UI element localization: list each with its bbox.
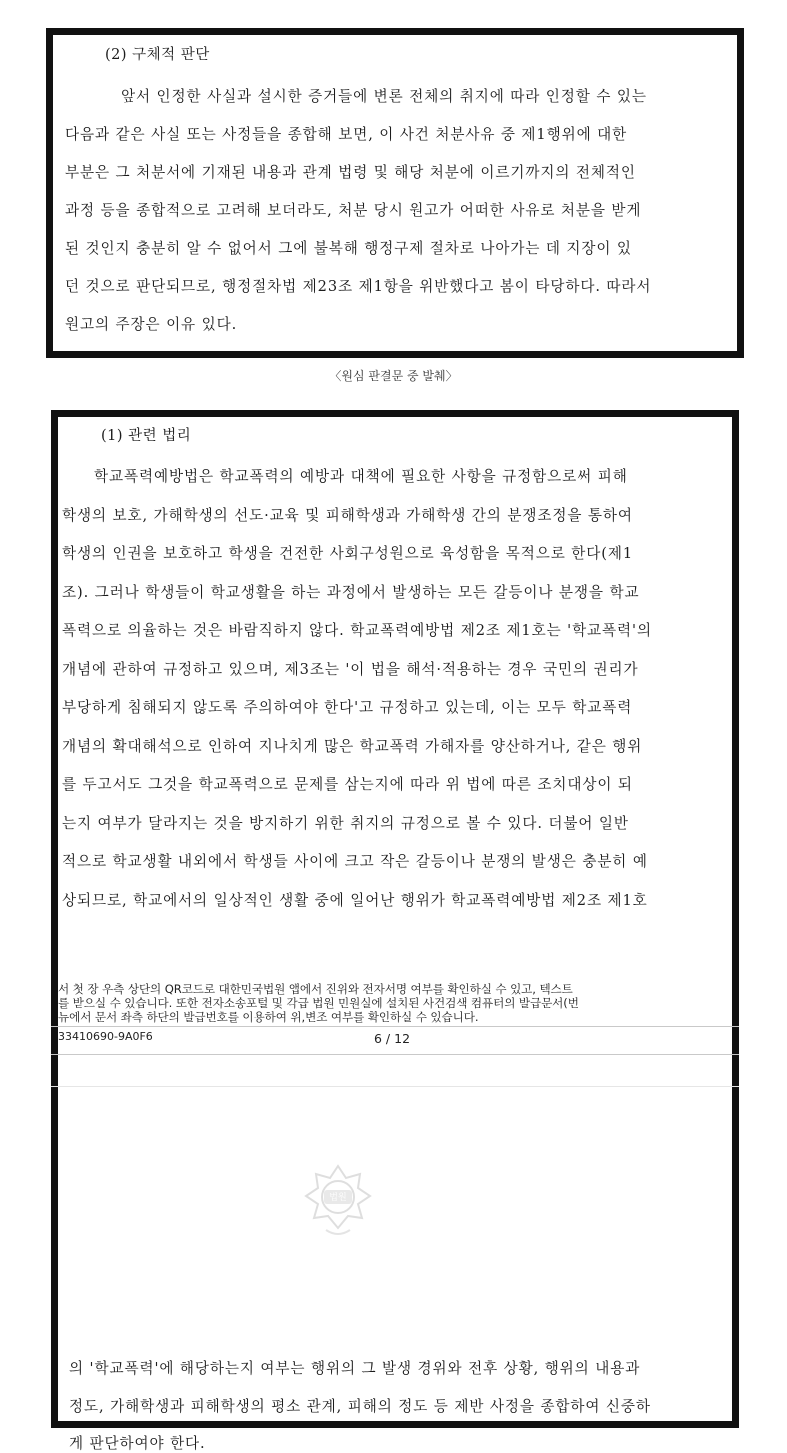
paragraph-line: 정도, 가해학생과 피해학생의 평소 관계, 피해의 정도 등 제반 사정을 종합하여 신중하: [69, 1398, 651, 1415]
paragraph-line: 는지 여부가 달라지는 것을 방지하기 위한 취지의 규정으로 볼 수 있다. 더불어 일반: [62, 815, 629, 832]
verification-note-line: 서 첫 장 우측 상단의 QR코드로 대한민국법원 앱에서 진위와 전자서명 여부를 확인하실 수 있고, 텍스트: [58, 982, 573, 996]
paragraph-line: 학교폭력예방법은 학교폭력의 예방과 대책에 필요한 사항을 규정함으로써 피해: [94, 468, 628, 485]
paragraph-line: 된 것인지 충분히 알 수 없어서 그에 불복해 행정구제 절차로 나아가는 데 지장이 있: [65, 240, 632, 257]
paragraph-line: 폭력으로 의율하는 것은 바람직하지 않다. 학교폭력예방법 제2조 제1호는 '학교폭력'의: [62, 622, 652, 639]
page-break-line: [51, 1086, 739, 1087]
judgment-excerpt-second: [51, 410, 739, 1452]
paragraph-line: 앞서 인정한 사실과 설시한 증거들에 변론 전체의 취지에 따라 인정할 수 있는: [121, 88, 647, 105]
issue-number: 33410690-9A0F6: [58, 1030, 153, 1043]
paragraph-line: 부분은 그 처분서에 기재된 내용과 관계 법령 및 해당 처분에 이르기까지의 전체적인: [65, 164, 636, 181]
paragraph-line: 원고의 주장은 이유 있다.: [65, 316, 238, 333]
paragraph-line: 의 '학교폭력'에 해당하는지 여부는 행위의 그 발생 경위와 전후 상황, 행위의 내용과: [69, 1360, 641, 1377]
verification-note-line: 를 받으실 수 있습니다. 또한 전자소송포털 및 각급 법원 민원실에 설치된 사건검색 컴퓨터의 발급문서(번: [58, 996, 579, 1010]
paragraph-line: 과정 등을 종합적으로 고려해 보더라도, 처분 당시 원고가 어떠한 사유로 처분을 받게: [65, 202, 642, 219]
seal-label: 법원: [329, 1193, 347, 1203]
page-number: 6 / 12: [374, 1031, 411, 1046]
paragraph-line: 개념의 확대해석으로 인하여 지나치게 많은 학교폭력 가해자를 양산하거나, 같은 행위: [62, 738, 643, 755]
paragraph-line: 던 것으로 판단되므로, 행정절차법 제23조 제1항을 위반했다고 봄이 타당하다. 따라서: [65, 278, 652, 295]
paragraph-line: 조). 그러나 학생들이 학교생활을 하는 과정에서 발생하는 모든 갈등이나 분쟁을 학교: [62, 584, 640, 601]
excerpt-caption: 〈원심 판결문 중 발췌〉: [329, 369, 458, 383]
paragraph-line: 를 두고서도 그것을 학교폭력으로 문제를 삼는지에 따라 위 법에 따른 조치대상이 되: [62, 776, 633, 793]
footer-divider: [51, 1026, 739, 1027]
paragraph-line: 상되므로, 학교에서의 일상적인 생활 중에 일어난 행위가 학교폭력예방법 제2조 제1호: [62, 892, 648, 909]
section-heading: (1) 관련 법리: [101, 428, 192, 444]
judgment-excerpt-first: [46, 28, 744, 358]
paragraph-line: 게 판단하여야 한다.: [69, 1435, 206, 1452]
paragraph-line: 개념에 관하여 규정하고 있으며, 제3조는 '이 법을 해석·적용하는 경우 국민의 권리가: [62, 661, 639, 678]
page-break-line: [51, 1054, 739, 1055]
paragraph-line: 부당하게 침해되지 않도록 주의하여야 한다'고 규정하고 있는데, 이는 모두 학교폭력: [62, 699, 633, 716]
paragraph-line: 학생의 인권을 보호하고 학생을 건전한 사회구성원으로 육성함을 목적으로 한다(제1: [62, 545, 634, 562]
paragraph-line: 적으로 학교생활 내외에서 학생들 사이에 크고 작은 갈등이나 분쟁의 발생은 충분히 예: [62, 853, 648, 870]
paragraph-line: 다음과 같은 사실 또는 사정들을 종합해 보면, 이 사건 처분사유 중 제1행위에 대한: [65, 126, 628, 143]
paragraph-line: 학생의 보호, 가해학생의 선도·교육 및 피해학생과 가해학생 간의 분쟁조정을 통하여: [62, 507, 633, 524]
verification-note-line: 뉴에서 문서 좌측 하단의 발급번호를 이용하여 위,변조 여부를 확인하실 수 있습니다.: [58, 1010, 479, 1024]
section-heading: (2) 구체적 판단: [105, 47, 210, 63]
